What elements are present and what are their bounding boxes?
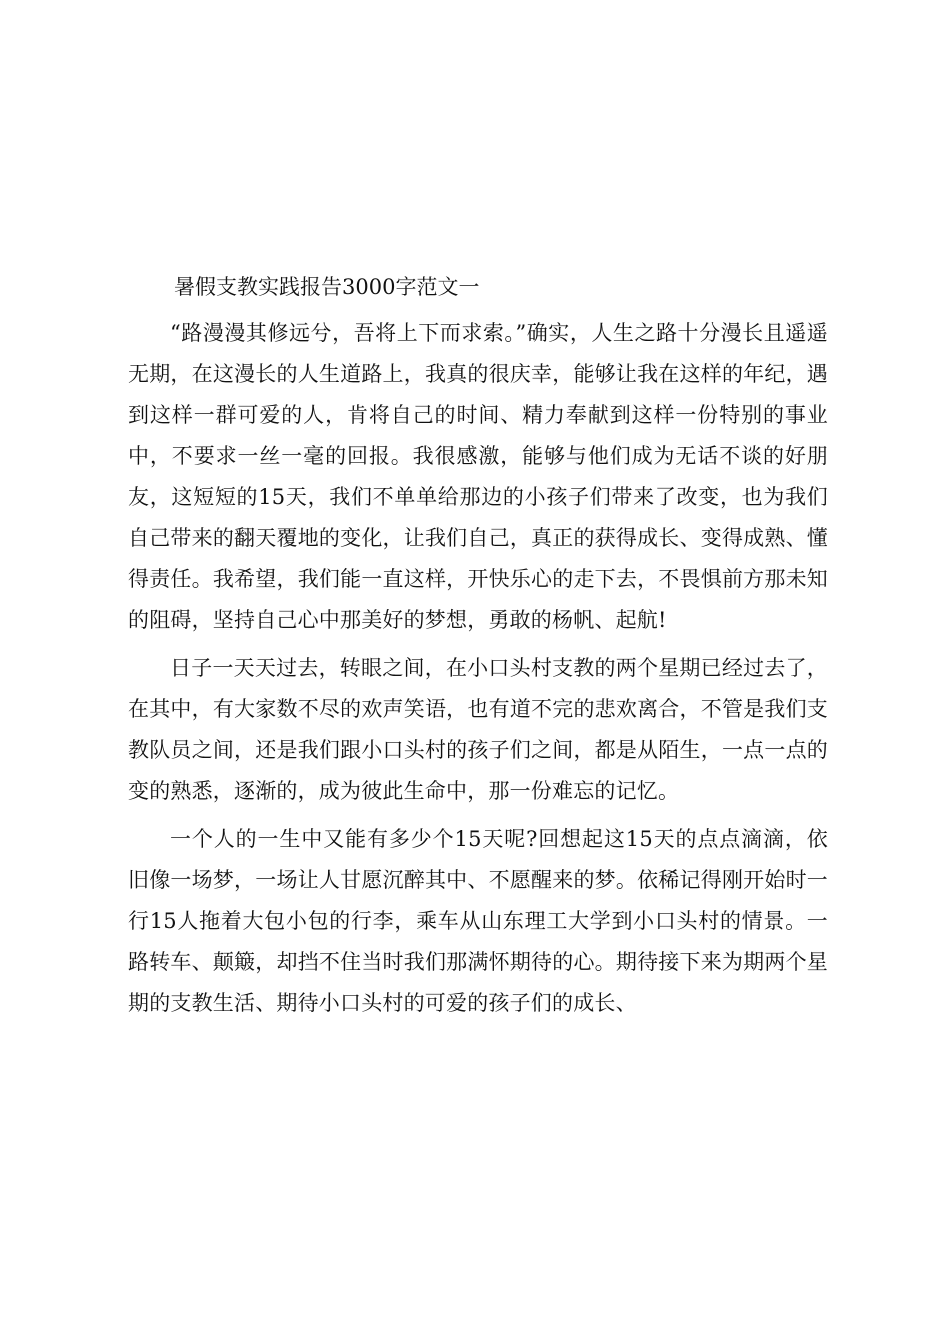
document-body <box>128 268 828 1024</box>
document-title: 暑假支教实践报告3000字范文一 <box>174 275 480 299</box>
paragraph-1: “路漫漫其修远兮，吾将上下而求索。”确实，人生之路十分漫长且遥遥无期，在这漫长的人生道路上，我真的很庆幸，能够让我在这样的年纪，遇到这样一群可爱的人，肯将自己的时间、精力奉献到这样一份特别的事业中，不要求一丝一毫的回报。我很感激，能够与他们成为无话不谈的好朋友，这短短的15天，我们不单单给那边的小孩子们带来了改变，也为我们自己带来的翻天覆地的变化，让我们自己，真正的获得成长、变得成熟、懂得责任。我希望，我们能一直这样，开快乐心的走下去，不畏惧前方那未知的阻碍，坚持自己心中那美好的梦想，勇敢的杨帆、起航! <box>128 321 828 632</box>
paragraph-3: 一个人的一生中又能有多少个15天呢?回想起这15天的点点滴滴，依旧像一场梦，一场让人甘愿沉醉其中、不愿醒来的梦。依稀记得刚开始时一行15人拖着大包小包的行李，乘车从山东理工大学到小口头村的情景。一路转车、颠簸，却挡不住当时我们那满怀期待的心。期待接下来为期两个星期的支教生活、期待小口头村的可爱的孩子们的成长、 <box>128 827 828 1015</box>
paragraph-2: 日子一天天过去，转眼之间，在小口头村支教的两个星期已经过去了，在其中，有大家数不尽的欢声笑语，也有道不完的悲欢离合，不管是我们支教队员之间，还是我们跟小口头村的孩子们之间，都是从陌生，一点一点的变的熟悉，逐渐的，成为彼此生命中，那一份难忘的记忆。 <box>128 656 828 803</box>
